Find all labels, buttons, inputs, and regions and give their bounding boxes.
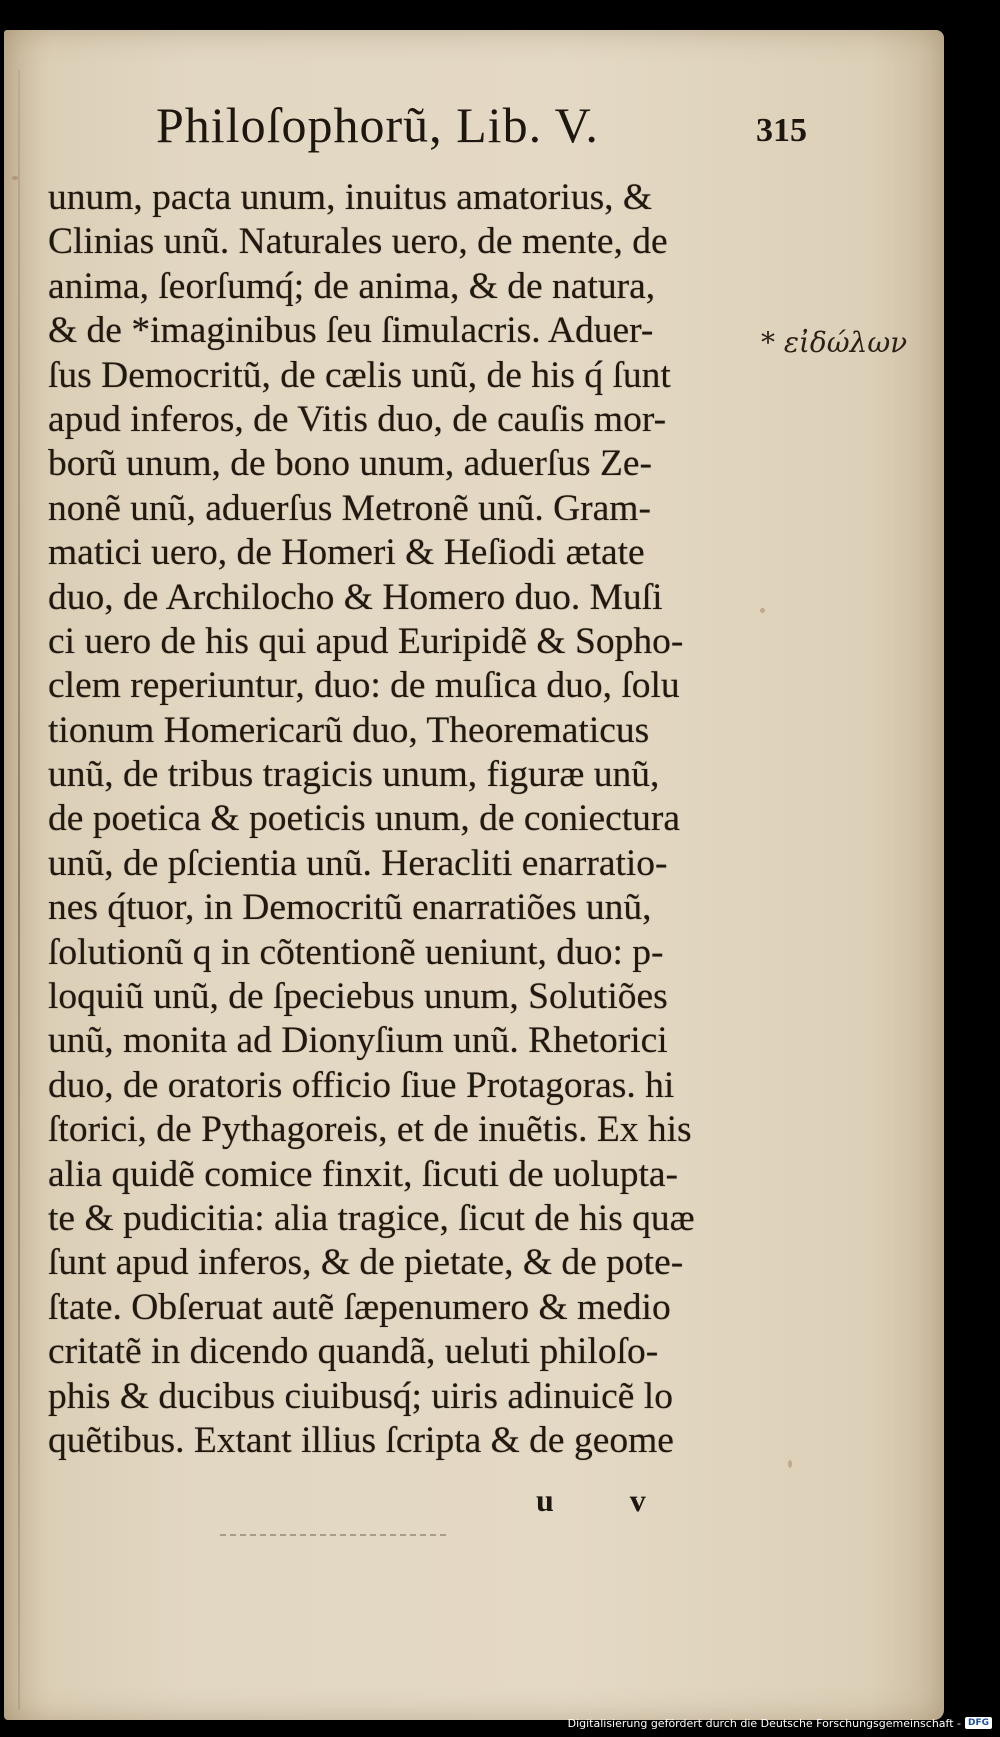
text-line: ſolutionũ q in cõtentionẽ ueniunt, duo: p- <box>48 931 664 973</box>
text-line: unũ, de tribus tragicis unum, figuræ unũ, <box>48 754 660 796</box>
gutter-shadow <box>18 70 20 1710</box>
text-line: tionum Homericarũ duo, Theorematicus <box>48 709 650 751</box>
text-line: unũ, de pſcientia unũ. Heracliti enarratio- <box>48 842 668 884</box>
margin-note: * εἰδώλων <box>761 326 908 359</box>
text-line: critatẽ in dicendo quandã, ueluti philoſo- <box>48 1331 659 1373</box>
footer-rule <box>220 1534 446 1536</box>
text-line: quẽtibus. Extant illius ſcripta & de geome <box>48 1419 674 1461</box>
text-line: ci uero de his qui apud Euripidẽ & Sopho- <box>48 620 684 662</box>
text-line: nonẽ unũ, aduerſus Metronẽ unũ. Gram- <box>48 487 651 529</box>
text-line: ſus Democritũ, de cælis unũ, de his q́ ſunt <box>48 354 671 396</box>
text-line: & de *imaginibus ſeu ſimulacris. Aduer- <box>48 310 654 352</box>
text-line: unũ, monita ad Dionyſium unũ. Rhetorici <box>48 1020 668 1062</box>
running-head-title: Philoſophorũ, Lib. V. <box>156 97 599 153</box>
text-line: loquiũ unũ, de ſpeciebus unum, Solutiões <box>48 976 668 1018</box>
text-line: anima, ſeorſumq́; de anima, & de natura, <box>48 265 656 307</box>
paper-spot <box>12 176 18 180</box>
paper-spot <box>760 608 765 613</box>
book-page <box>4 30 944 1720</box>
text-line: duo, de oratoris officio ſiue Protagoras. hi <box>48 1064 675 1106</box>
page-number: 315 <box>756 112 807 149</box>
text-line: borũ unum, de bono unum, aduerſus Ze- <box>48 443 653 485</box>
text-line: clem reperiuntur, duo: de muſica duo, ſolu <box>48 665 680 707</box>
credit-text: Digitalisierung gefördert durch die Deutsche Forschungsgemeinschaft - <box>567 1716 961 1730</box>
text-line: unum, pacta unum, inuitus amatorius, & <box>48 177 653 218</box>
catchword: u v <box>536 1482 680 1518</box>
text-line: duo, de Archilocho & Homero duo. Muſi <box>48 576 663 618</box>
dfg-logo: DFG <box>965 1717 992 1729</box>
text-line: matici uero, de Homeri & Heſiodi ætate <box>48 532 645 574</box>
text-line: ſtorici, de Pythagoreis, et de inuẽtis. Ex his <box>48 1109 692 1151</box>
text-line: de poetica & poeticis unum, de coniectura <box>48 798 681 840</box>
text-line: te & pudicitia: alia tragice, ſicut de his quæ <box>48 1197 695 1239</box>
text-line: Clinias unũ. Naturales uero, de mente, de <box>48 221 668 263</box>
text-line: apud inferos, de Vitis duo, de cauſis mor- <box>48 398 667 440</box>
text-line: ſtate. Obſeruat autẽ ſæpenumero & medio <box>48 1286 671 1328</box>
body-text <box>48 176 758 1463</box>
digitization-credit <box>568 1715 992 1731</box>
text-line: alia quidẽ comice finxit, ſicuti de uolupta- <box>48 1153 679 1195</box>
text-line: ſunt apud inferos, & de pietate, & de pote- <box>48 1242 684 1284</box>
running-head <box>4 78 944 153</box>
paper-spot <box>788 1460 792 1468</box>
text-line: phis & ducibus ciuibusq́; uiris adinuicẽ lo <box>48 1375 673 1417</box>
text-line: nes q́tuor, in Democritũ enarratiões unũ, <box>48 887 652 929</box>
